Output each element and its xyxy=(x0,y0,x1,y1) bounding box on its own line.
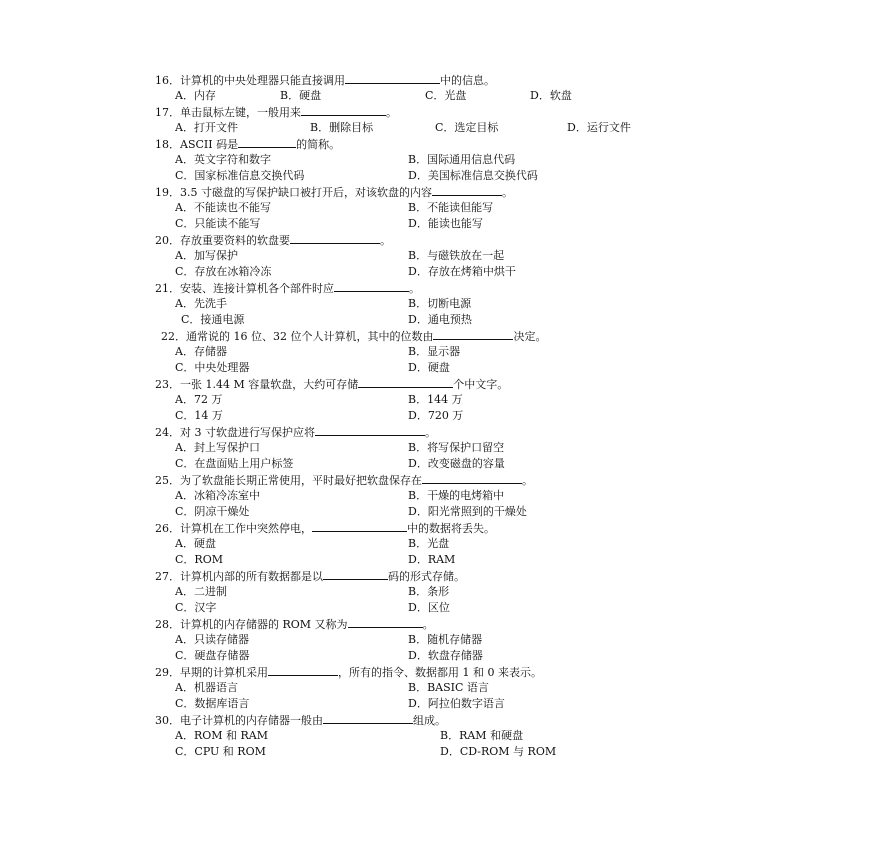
question-17: 17．单击鼠标左键，一般用来 。 xyxy=(155,106,397,119)
option-row xyxy=(0,744,870,760)
option-row xyxy=(0,168,870,184)
option-b[interactable]: B．干燥的电烤箱中 xyxy=(408,489,505,502)
option-a[interactable]: A．只读存储器 xyxy=(175,633,249,646)
question-stem-end: 。 xyxy=(502,186,513,199)
option-row xyxy=(0,408,870,424)
question-number: 21 xyxy=(155,282,169,295)
question-stem-end: 中的数据将丢失。 xyxy=(407,522,495,535)
question-23: 23．一张 1.44 M 容量软盘，大约可存储 个中文字。 xyxy=(155,378,509,391)
question-24: 24．对 3 寸软盘进行写保护应将 。 xyxy=(155,426,436,439)
question-number: 28 xyxy=(155,618,169,631)
question-22: 22．通常说的 16 位、32 位个人计算机，其中的位数由 决定。 xyxy=(161,330,547,343)
option-row xyxy=(0,600,870,616)
option-d[interactable]: D．改变磁盘的容量 xyxy=(408,457,505,470)
option-d[interactable]: D．RAM xyxy=(408,553,456,566)
option-row xyxy=(0,120,870,136)
option-b[interactable]: B．不能读但能写 xyxy=(408,201,494,214)
question-stem: 一张 1.44 M 容量软盘，大约可存储 xyxy=(180,378,359,391)
question-stem: 为了软盘能长期正常使用，平时最好把软盘保存在 xyxy=(180,474,422,487)
option-a[interactable]: A．不能读也不能写 xyxy=(175,201,271,214)
option-b[interactable]: B．RAM 和硬盘 xyxy=(440,729,524,742)
option-c[interactable]: C．阴凉干燥处 xyxy=(175,505,250,518)
option-d[interactable]: D．运行文件 xyxy=(567,121,631,134)
option-row xyxy=(0,648,870,664)
option-b[interactable]: B．144 万 xyxy=(408,393,463,406)
answer-blank[interactable] xyxy=(348,616,423,628)
question-number: 27 xyxy=(155,570,169,583)
question-stem: 电子计算机的内存储器一般由 xyxy=(180,714,323,727)
option-row xyxy=(0,536,870,552)
answer-blank[interactable] xyxy=(268,664,338,676)
question-stem-end: 。 xyxy=(522,474,533,487)
question-number: 20 xyxy=(155,234,169,247)
option-d[interactable]: D．硬盘 xyxy=(408,361,450,374)
question-21: 21．安装、连接计算机各个部件时应 。 xyxy=(155,282,420,295)
question-number: 19 xyxy=(155,186,169,199)
option-b[interactable]: B．显示器 xyxy=(408,345,461,358)
option-a[interactable]: A．加写保护 xyxy=(175,249,238,262)
answer-blank[interactable] xyxy=(358,376,453,388)
answer-blank[interactable] xyxy=(422,472,522,484)
question-16: 16．计算机的中央处理器只能直接调用 中的信息。 xyxy=(155,74,495,87)
option-c[interactable]: C．汉字 xyxy=(175,601,217,614)
question-number: 22 xyxy=(161,330,175,343)
option-row xyxy=(0,696,870,712)
question-number: 16 xyxy=(155,74,169,87)
answer-blank[interactable] xyxy=(345,72,440,84)
option-a[interactable]: A．封上写保护口 xyxy=(175,441,260,454)
option-row xyxy=(0,88,870,104)
answer-blank[interactable] xyxy=(323,712,413,724)
question-number: 29 xyxy=(155,666,169,679)
question-29: 29．早期的计算机采用 ，所有的指令、数据都用 1 和 0 来表示。 xyxy=(155,666,542,679)
option-a[interactable]: A．冰箱冷冻室中 xyxy=(175,489,260,502)
option-a[interactable]: A．72 万 xyxy=(175,393,223,406)
question-stem-end: 个中文字。 xyxy=(453,378,509,391)
option-row xyxy=(0,360,870,376)
question-stem: 3.5 寸磁盘的写保护缺口被打开后，对该软盘的内容 xyxy=(180,186,432,199)
option-a[interactable]: A．存储器 xyxy=(175,345,227,358)
question-stem: 计算机的中央处理器只能直接调用 xyxy=(180,74,345,87)
option-a[interactable]: A．硬盘 xyxy=(175,537,216,550)
option-b[interactable]: B．将写保护口留空 xyxy=(408,441,505,454)
question-number: 25 xyxy=(155,474,169,487)
option-d[interactable]: D．美国标准信息交换代码 xyxy=(408,169,538,182)
option-b[interactable]: B．随机存储器 xyxy=(408,633,483,646)
option-b[interactable]: B．国际通用信息代码 xyxy=(408,153,516,166)
option-b[interactable]: B．删除目标 xyxy=(310,121,374,134)
option-row xyxy=(0,200,870,216)
option-row xyxy=(0,552,870,568)
option-row xyxy=(0,152,870,168)
option-row xyxy=(0,456,870,472)
question-stem-end: 。 xyxy=(386,106,397,119)
option-d[interactable]: D．通电预热 xyxy=(408,313,472,326)
option-a[interactable]: A．内存 xyxy=(175,89,216,102)
question-stem: 对 3 寸软盘进行写保护应将 xyxy=(180,426,315,439)
option-d[interactable]: D．720 万 xyxy=(408,409,464,422)
option-b[interactable]: B．硬盘 xyxy=(280,89,322,102)
option-d[interactable]: D．存放在烤箱中烘干 xyxy=(408,265,516,278)
option-c[interactable]: C．14 万 xyxy=(175,409,223,422)
question-stem-end: ，所有的指令、数据都用 1 和 0 来表示。 xyxy=(338,666,542,679)
option-row xyxy=(0,264,870,280)
option-b[interactable]: B．光盘 xyxy=(408,537,450,550)
option-row xyxy=(0,584,870,600)
answer-blank[interactable] xyxy=(290,232,380,244)
answer-blank[interactable] xyxy=(315,424,425,436)
option-a[interactable]: A．机器语言 xyxy=(175,681,238,694)
option-d[interactable]: D．软盘 xyxy=(530,89,572,102)
question-18: 18．ASCII 码是 的简称。 xyxy=(155,138,341,151)
question-stem-end: 。 xyxy=(380,234,391,247)
option-c[interactable]: C．国家标准信息交换代码 xyxy=(175,169,305,182)
answer-blank[interactable] xyxy=(433,328,513,340)
answer-blank[interactable] xyxy=(238,136,296,148)
option-c[interactable]: C．中央处理器 xyxy=(175,361,250,374)
option-row xyxy=(0,680,870,696)
option-c[interactable]: C．在盘面贴上用户标签 xyxy=(175,457,294,470)
option-row xyxy=(0,248,870,264)
option-c[interactable]: C．存放在冰箱冷冻 xyxy=(175,265,272,278)
option-row xyxy=(0,216,870,232)
option-d[interactable]: D．能读也能写 xyxy=(408,217,483,230)
question-stem-end: 的简称。 xyxy=(296,138,341,151)
option-c[interactable]: C．接通电源 xyxy=(181,313,245,326)
answer-blank[interactable] xyxy=(301,104,386,116)
answer-blank[interactable] xyxy=(312,520,407,532)
question-stem-end: 。 xyxy=(422,618,434,631)
answer-blank[interactable] xyxy=(432,184,502,196)
question-stem-end: 决定。 xyxy=(513,330,547,343)
question-stem-end: 组成。 xyxy=(413,714,446,727)
question-26: 26．计算机在工作中突然停电， 中的数据将丢失。 xyxy=(155,522,495,535)
option-row xyxy=(0,504,870,520)
option-d[interactable]: D．区位 xyxy=(408,601,450,614)
question-stem: 存放重要资料的软盘要 xyxy=(180,234,290,247)
option-d[interactable]: D．阳光常照到的干燥处 xyxy=(408,505,527,518)
option-b[interactable]: B．条形 xyxy=(408,585,450,598)
option-d[interactable]: D．阿拉伯数字语言 xyxy=(408,697,505,710)
option-c[interactable]: C．只能读不能写 xyxy=(175,217,261,230)
question-stem: 计算机的内存储器的 ROM 又称为 xyxy=(180,618,348,631)
option-c[interactable]: C．ROM xyxy=(175,553,223,566)
question-20: 20．存放重要资料的软盘要 。 xyxy=(155,234,391,247)
question-number: 26 xyxy=(155,522,169,535)
option-b[interactable]: B．与磁铁放在一起 xyxy=(408,249,505,262)
question-stem: 安装、连接计算机各个部件时应 xyxy=(180,282,334,295)
question-number: 30 xyxy=(155,714,169,727)
option-b[interactable]: B．BASIC 语言 xyxy=(408,681,489,694)
question-28: 28．计算机的内存储器的 ROM 又称为 。 xyxy=(155,618,434,631)
question-stem-end: 。 xyxy=(409,282,420,295)
question-stem: 计算机内部的所有数据都是以 xyxy=(180,570,323,583)
option-a[interactable]: A．先洗手 xyxy=(175,297,227,310)
question-stem: 通常说的 16 位、32 位个人计算机，其中的位数由 xyxy=(186,330,434,343)
option-c[interactable]: C．选定目标 xyxy=(435,121,499,134)
question-30: 30．电子计算机的内存储器一般由 组成。 xyxy=(155,714,446,727)
question-stem: 早期的计算机采用 xyxy=(180,666,268,679)
option-row xyxy=(0,728,870,744)
question-25: 25．为了软盘能长期正常使用，平时最好把软盘保存在 。 xyxy=(155,474,533,487)
question-stem-end: 码的形式存储。 xyxy=(388,570,465,583)
option-row xyxy=(0,440,870,456)
option-c[interactable]: C．CPU 和 ROM xyxy=(175,745,266,758)
option-row xyxy=(0,312,870,328)
option-a[interactable]: A．ROM 和 RAM xyxy=(175,729,268,742)
option-c[interactable]: C．光盘 xyxy=(425,89,467,102)
option-row xyxy=(0,296,870,312)
question-stem-end: 中的信息。 xyxy=(440,74,495,87)
answer-blank[interactable] xyxy=(334,280,409,292)
option-a[interactable]: A．二进制 xyxy=(175,585,227,598)
question-stem: ASCII 码是 xyxy=(180,138,239,151)
question-number: 18 xyxy=(155,138,169,151)
option-a[interactable]: A．打开文件 xyxy=(175,121,238,134)
question-number: 24 xyxy=(155,426,169,439)
question-number: 23 xyxy=(155,378,169,391)
option-d[interactable]: D．CD-ROM 与 ROM xyxy=(440,745,557,758)
question-stem: 计算机在工作中突然停电， xyxy=(180,522,312,535)
question-number: 17 xyxy=(155,106,169,119)
question-stem-end: 。 xyxy=(425,426,436,439)
option-a[interactable]: A．英文字符和数字 xyxy=(175,153,271,166)
option-row xyxy=(0,392,870,408)
question-stem: 单击鼠标左键，一般用来 xyxy=(180,106,301,119)
option-c[interactable]: C．硬盘存储器 xyxy=(175,649,250,662)
option-b[interactable]: B．切断电源 xyxy=(408,297,472,310)
question-19: 19．3.5 寸磁盘的写保护缺口被打开后，对该软盘的内容 。 xyxy=(155,186,513,199)
question-27: 27．计算机内部的所有数据都是以 码的形式存储。 xyxy=(155,570,465,583)
option-row xyxy=(0,488,870,504)
answer-blank[interactable] xyxy=(323,568,388,580)
option-d[interactable]: D．软盘存储器 xyxy=(408,649,483,662)
option-row xyxy=(0,632,870,648)
option-c[interactable]: C．数据库语言 xyxy=(175,697,250,710)
option-row xyxy=(0,344,870,360)
